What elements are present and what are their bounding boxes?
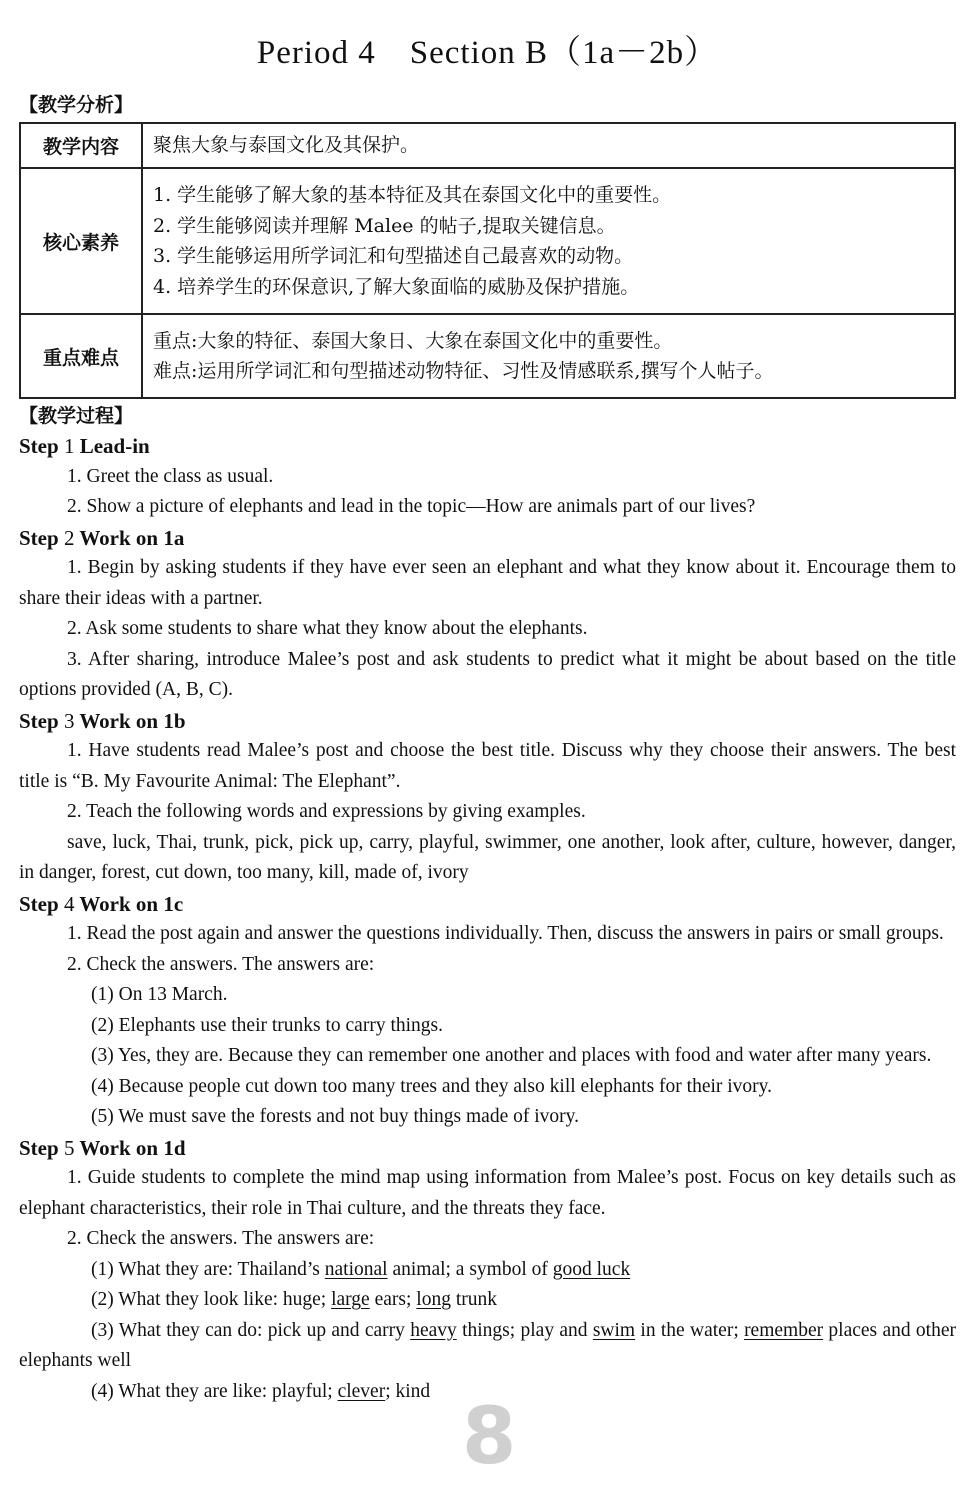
- answer-text: places and other elephants well: [19, 1319, 956, 1371]
- answer-item: (3) Yes, they are. Because they can remember one another and places with food and water after many years.: [91, 1045, 932, 1066]
- analysis-table: [19, 122, 956, 399]
- step-number: 4: [63, 891, 75, 916]
- answer-text: ; kind: [385, 1380, 431, 1402]
- table-row: [20, 168, 955, 314]
- step-heading: [19, 523, 956, 554]
- row-label: 教学内容: [20, 123, 142, 168]
- paragraph: 2. Check the answers. The answers are:: [67, 953, 375, 975]
- paragraph: 1. Have students read Malee’s post and choose the best title. Discuss why they choose their answers. The best title is “B. My Favourite Animal: The Elephant”.: [19, 740, 956, 792]
- step-word: Step: [19, 891, 59, 916]
- document-page: [19, 0, 956, 1407]
- step-word: Step: [19, 708, 59, 733]
- answer-item: [19, 1285, 956, 1316]
- paragraph: 3. After sharing, introduce Malee’s post and ask students to predict what it might be about based on the title options provided (A, B, C).: [19, 648, 956, 700]
- table-row: [20, 123, 955, 168]
- page-title: Period 4 Section B（1a－2b）: [256, 35, 719, 71]
- paragraph: 2. Check the answers. The answers are:: [67, 1228, 375, 1249]
- step-word: Step: [19, 1135, 59, 1160]
- answer-blank: national: [324, 1258, 388, 1280]
- answer-blank: large: [331, 1289, 370, 1310]
- answer-item: [19, 1316, 956, 1377]
- step-heading: [19, 431, 956, 462]
- step-heading: [19, 706, 956, 737]
- row-label: 核心素养: [20, 168, 142, 314]
- table-row: [20, 314, 955, 398]
- answer-item: (1) On 13 March.: [91, 984, 228, 1005]
- row-line: 3. 学生能够运用所学词汇和句型描述自己最喜欢的动物。: [153, 245, 634, 267]
- row-line: 聚焦大象与泰国文化及其保护。: [153, 134, 420, 157]
- step-heading: [19, 1133, 956, 1164]
- row-line: 4. 培养学生的环保意识,了解大象面临的威胁及保护措施。: [153, 275, 640, 298]
- answer-text: ears;: [369, 1289, 417, 1310]
- answer-text: trunk: [450, 1289, 497, 1310]
- row-value: [142, 123, 955, 168]
- answer-item: [19, 1255, 956, 1286]
- row-line: 重点:大象的特征、泰国大象日、大象在泰国文化中的重要性。: [153, 329, 673, 352]
- answer-text: things; play and: [456, 1319, 593, 1341]
- answer-text: (4) What they are like: playful;: [91, 1380, 338, 1402]
- analysis-heading: 【教学分析】: [19, 94, 134, 116]
- paragraph: 2. Ask some students to share what they know about the elephants.: [67, 618, 588, 639]
- answer-blank: good luck: [552, 1258, 631, 1280]
- paragraph: 2. Show a picture of elephants and lead in the topic—How are animals part of our lives?: [67, 496, 756, 517]
- paragraph: 1. Begin by asking students if they have ever seen an elephant and what they know about it. Encourage them to share their ideas with a partner.: [19, 557, 956, 609]
- paragraph: 1. Guide students to complete the mind map using information from Malee’s post. Focus on key details such as elephant characteristics, their role in Thai culture, and the threats they face.: [19, 1167, 956, 1219]
- paragraph: 1. Greet the class as usual.: [67, 465, 274, 487]
- answer-text: in the water;: [635, 1319, 745, 1341]
- paragraph: 2. Teach the following words and expressions by giving examples.: [67, 801, 586, 822]
- row-line: 2. 学生能够阅读并理解 Malee 的帖子,提取关键信息。: [153, 214, 616, 237]
- answer-blank: swim: [592, 1319, 636, 1341]
- step-name: Work on 1d: [79, 1135, 186, 1160]
- answer-blank: remember: [744, 1319, 824, 1341]
- process-heading: 【教学过程】: [19, 405, 134, 427]
- answer-text: (1) What they are: Thailand’s: [91, 1258, 325, 1280]
- paragraph: 1. Read the post again and answer the questions individually. Then, discuss the answers in pairs or small groups.: [67, 923, 944, 944]
- answer-text: (3) What they can do: pick up and carry: [91, 1319, 411, 1341]
- step-name: Work on 1a: [79, 525, 185, 550]
- answer-item: (2) Elephants use their trunks to carry things.: [91, 1014, 443, 1036]
- vocabulary-list: save, luck, Thai, trunk, pick, pick up, carry, playful, swimmer, one another, look after, culture, however, danger, in danger, forest, cut down, too many, kill, made of, ivory: [19, 831, 956, 883]
- row-value: [142, 314, 955, 398]
- row-label: 重点难点: [20, 314, 142, 398]
- answer-text: animal; a symbol of: [387, 1258, 553, 1280]
- step-name: Work on 1c: [79, 891, 184, 916]
- row-line: 1. 学生能够了解大象的基本特征及其在泰国文化中的重要性。: [153, 184, 672, 206]
- step-word: Step: [19, 434, 59, 458]
- step-word: Step: [19, 525, 59, 550]
- answer-blank: long: [416, 1289, 451, 1310]
- answer-text: (2) What they look like: huge;: [91, 1289, 332, 1310]
- answer-item: (5) We must save the forests and not buy things made of ivory.: [91, 1106, 580, 1127]
- answer-item: (4) Because people cut down too many trees and they also kill elephants for their ivory.: [91, 1075, 773, 1097]
- answer-blank: heavy: [410, 1319, 457, 1341]
- step-number: 3: [63, 708, 75, 733]
- row-value: [142, 168, 955, 314]
- row-line: 难点:运用所学词汇和句型描述动物特征、习性及情感联系,撰写个人帖子。: [153, 360, 774, 382]
- step-number: 1: [63, 434, 75, 458]
- step-name: Work on 1b: [79, 708, 186, 733]
- page-number: 8: [462, 1392, 517, 1482]
- step-number: 2: [63, 525, 75, 550]
- answer-blank: clever: [337, 1380, 386, 1402]
- step-name: Lead-in: [79, 434, 150, 458]
- step-heading: [19, 889, 956, 920]
- step-number: 5: [63, 1135, 75, 1160]
